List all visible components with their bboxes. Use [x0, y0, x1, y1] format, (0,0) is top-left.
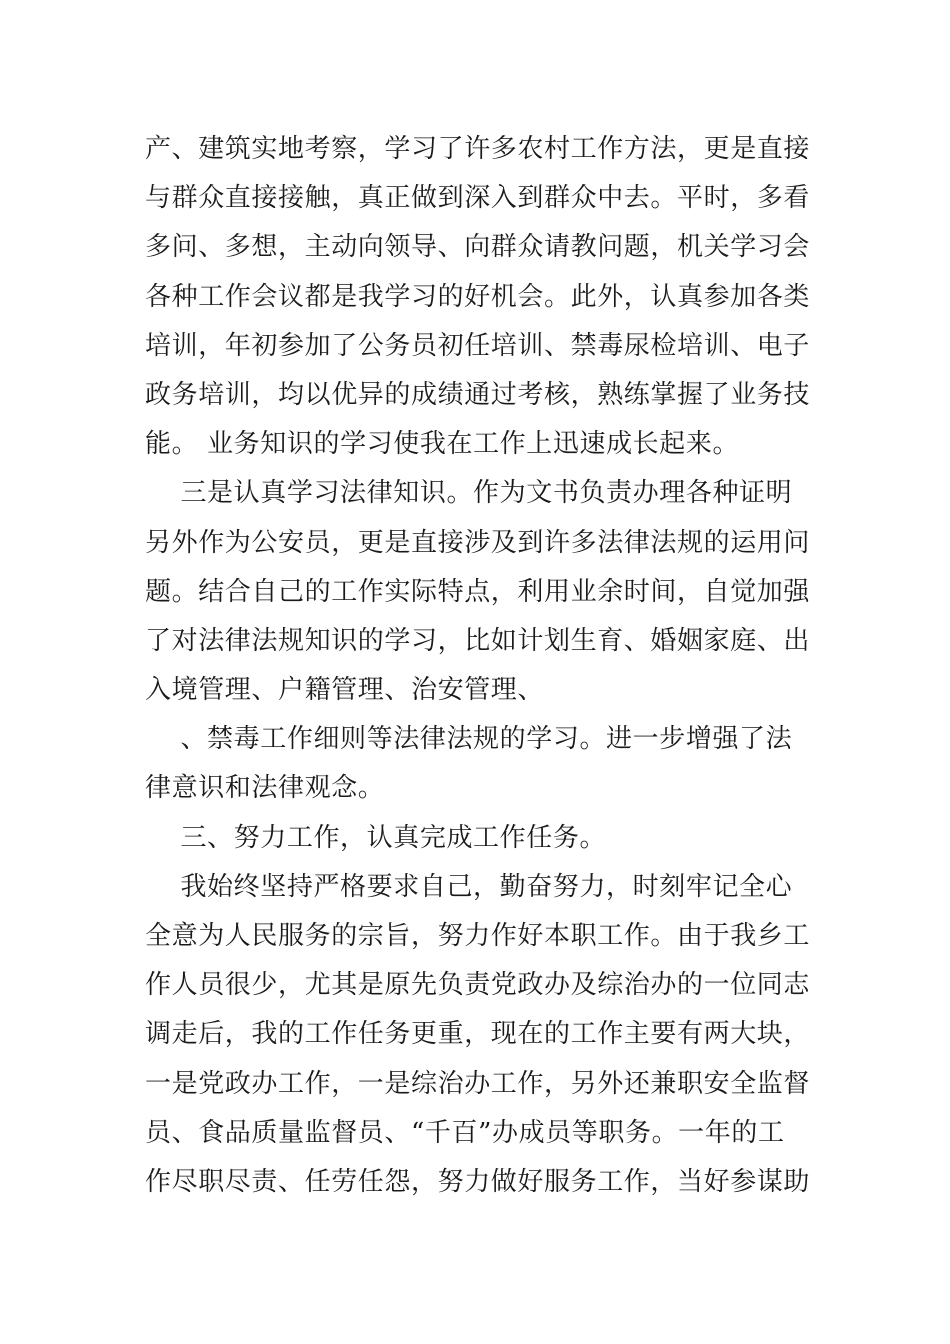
text-line: 能。 业务知识的学习使我在工作上迅速成长起来。: [145, 429, 740, 460]
text-line: 政务培训，均以优异的成绩通过考核，熟练掌握了业务技: [145, 379, 811, 410]
text-line: 培训，年初参加了公务员初任培训、禁毒尿检培训、电子: [145, 330, 811, 361]
text-line: 作人员很少，尤其是原先负责党政办及综治办的一位同志: [145, 970, 811, 1001]
text-line: 多问、多想，主动向领导、向群众请教问题，机关学习会: [145, 232, 811, 263]
text-line: 另外作为公安员，更是直接涉及到许多法律法规的运用问: [145, 527, 811, 558]
body-text: [145, 125, 811, 1207]
text-line: 三、努力工作，认真完成工作任务。: [145, 822, 607, 853]
text-line: 调走后，我的工作任务更重，现在的工作主要有两大块，: [145, 1019, 811, 1050]
text-line: 各种工作会议都是我学习的好机会。此外，认真参加各类: [145, 281, 811, 312]
text-line: 员、食品质量监督员、“千百”办成员等职务。一年的工: [145, 1117, 785, 1148]
text-line: 入境管理、户籍管理、治安管理、: [145, 675, 545, 706]
text-line: 、禁毒工作细则等法律法规的学习。进一步增强了法: [145, 724, 793, 755]
text-line: 全意为人民服务的宗旨，努力作好本职工作。由于我乡工: [145, 921, 811, 951]
text-line: 作尽职尽责、任劳任怨，努力做好服务工作，当好参谋助: [145, 1166, 811, 1197]
text-line: 了对法律法规知识的学习，比如计划生育、婚姻家庭、出: [145, 625, 811, 656]
text-line: 与群众直接接触，真正做到深入到群众中去。平时，多看: [145, 183, 811, 214]
text-line: 我始终坚持严格要求自己，勤奋努力，时刻牢记全心: [145, 871, 793, 902]
text-line: 律意识和法律观念。: [145, 773, 385, 804]
text-line: 三是认真学习法律知识。作为文书负责办理各种证明: [145, 478, 793, 509]
text-line: 题。结合自己的工作实际特点，利用业余时间，自觉加强: [145, 576, 811, 607]
text-line: 一是党政办工作，一是综治办工作，另外还兼职安全监督: [145, 1068, 811, 1099]
text-line: 产、建筑实地考察，学习了许多农村工作方法，更是直接: [145, 134, 811, 164]
